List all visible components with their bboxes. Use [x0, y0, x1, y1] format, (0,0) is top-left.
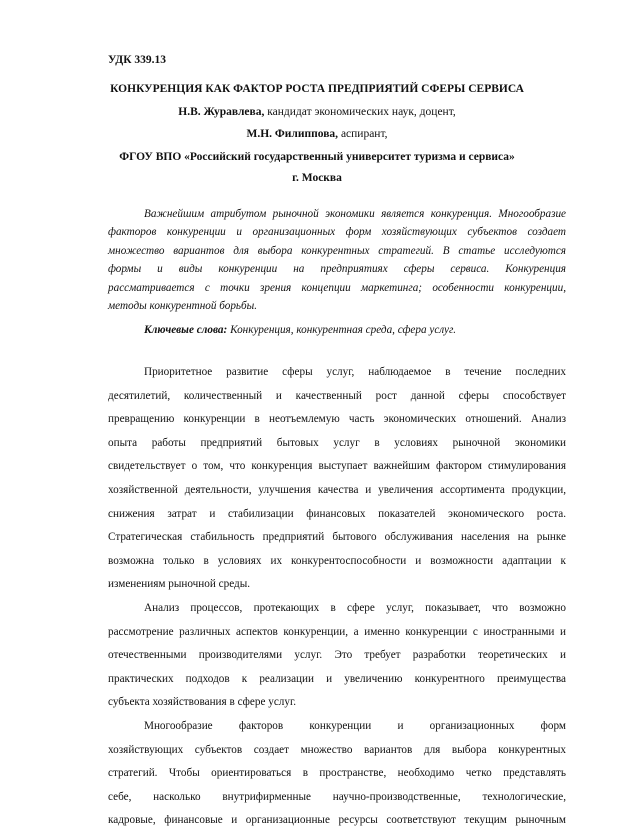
body-line: хозяйствующих субъектов создает множество вариантов для выбора конкурентных	[108, 743, 566, 756]
abstract-line: методы конкурентной борьбы.	[108, 299, 257, 312]
abstract-line: рассматривается с точки зрения концепции маркетинга; особенности конкуренции,	[108, 281, 566, 294]
body-line: возможна только в условиях их конкурентоспособности и возможности адаптации к	[108, 554, 566, 567]
keywords	[144, 324, 456, 336]
body-line: Стратегическая стабильность предприятий бытового обслуживания населения на рынке	[108, 531, 566, 544]
udk-code: УДК 339.13	[108, 54, 167, 66]
body-line: опыта работы предприятий бытовых услуг в условиях рыночной экономики	[108, 436, 566, 449]
body-line: снижения затрат и стабилизации финансовых показателей экономического роста.	[108, 507, 566, 520]
body-line: отечественными производителями услуг. Это требует разработки теоретических и	[108, 649, 566, 662]
city: г. Москва	[292, 172, 342, 184]
keywords-label: Ключевые слова:	[144, 324, 228, 336]
body-line: превращению конкуренции в неотъемлемую часть экономических отношений. Анализ	[108, 413, 566, 426]
body-line: Анализ процессов, протекающих в сфере услуг, показывает, что возможно	[144, 601, 566, 614]
author-name: Н.В. Журавлева,	[178, 106, 265, 118]
paper-title: КОНКУРЕНЦИЯ КАК ФАКТОР РОСТА ПРЕДПРИЯТИЙ СФЕРЫ СЕРВИСА	[110, 83, 524, 95]
body-line: Приоритетное развитие сферы услуг, наблюдаемое в течение последних	[144, 366, 566, 378]
body-line: кадровые, финансовые и организационные ресурсы соответствуют текущим рыночным	[108, 814, 566, 827]
body-line: Многообразие факторов конкуренции и организационных форм	[144, 719, 566, 732]
body-line: десятилетий, количественный и качественный рост данной сферы способствует	[108, 389, 566, 402]
body-line: субъекта хозяйствования в сфере услуг.	[108, 696, 297, 709]
body-line: практических подходов к реализации и увеличению конкурентного преимущества	[108, 672, 566, 685]
body-text	[108, 361, 566, 833]
body-line: рассмотрение различных аспектов конкуренции, а именно конкуренции с иностранными и	[108, 625, 566, 638]
abstract-line: факторов конкуренции и организационных форм хозяйствующих субъектов создает	[108, 226, 566, 239]
body-line: хозяйственной деятельности, улучшения качества и увеличения ассортимента продукции,	[108, 483, 566, 496]
author-line	[0, 128, 634, 140]
keywords-text: Конкуренция, конкурентная среда, сфера услуг.	[227, 324, 456, 336]
body-line: стратегий. Чтобы ориентироваться в пространстве, необходимо четко представлять	[108, 767, 566, 780]
organization: ФГОУ ВПО «Российский государственный университет туризма и сервиса»	[119, 151, 515, 163]
abstract-line: формы и виды конкуренции на предприятиях сферы сервиса. Конкуренция	[108, 263, 566, 276]
author-role: аспирант,	[338, 128, 388, 140]
body-line: изменениям рыночной среды.	[108, 578, 251, 591]
author-role: кандидат экономических наук, доцент,	[264, 106, 456, 118]
abstract-line: множество вариантов для выбора конкурентных стратегий. В статье исследуются	[108, 244, 566, 257]
body-line: свидетельствует о том, что конкуренция выступает важнейшим фактором стимулирования	[108, 460, 566, 473]
abstract-line: Важнейшим атрибутом рыночной экономики является конкуренция. Многообразие	[144, 208, 566, 220]
author-line	[0, 106, 634, 118]
author-name: М.Н. Филиппова,	[246, 128, 339, 140]
body-line: себе, насколько внутрифирменные научно-производственные, технологические,	[108, 790, 566, 803]
abstract	[108, 205, 566, 315]
